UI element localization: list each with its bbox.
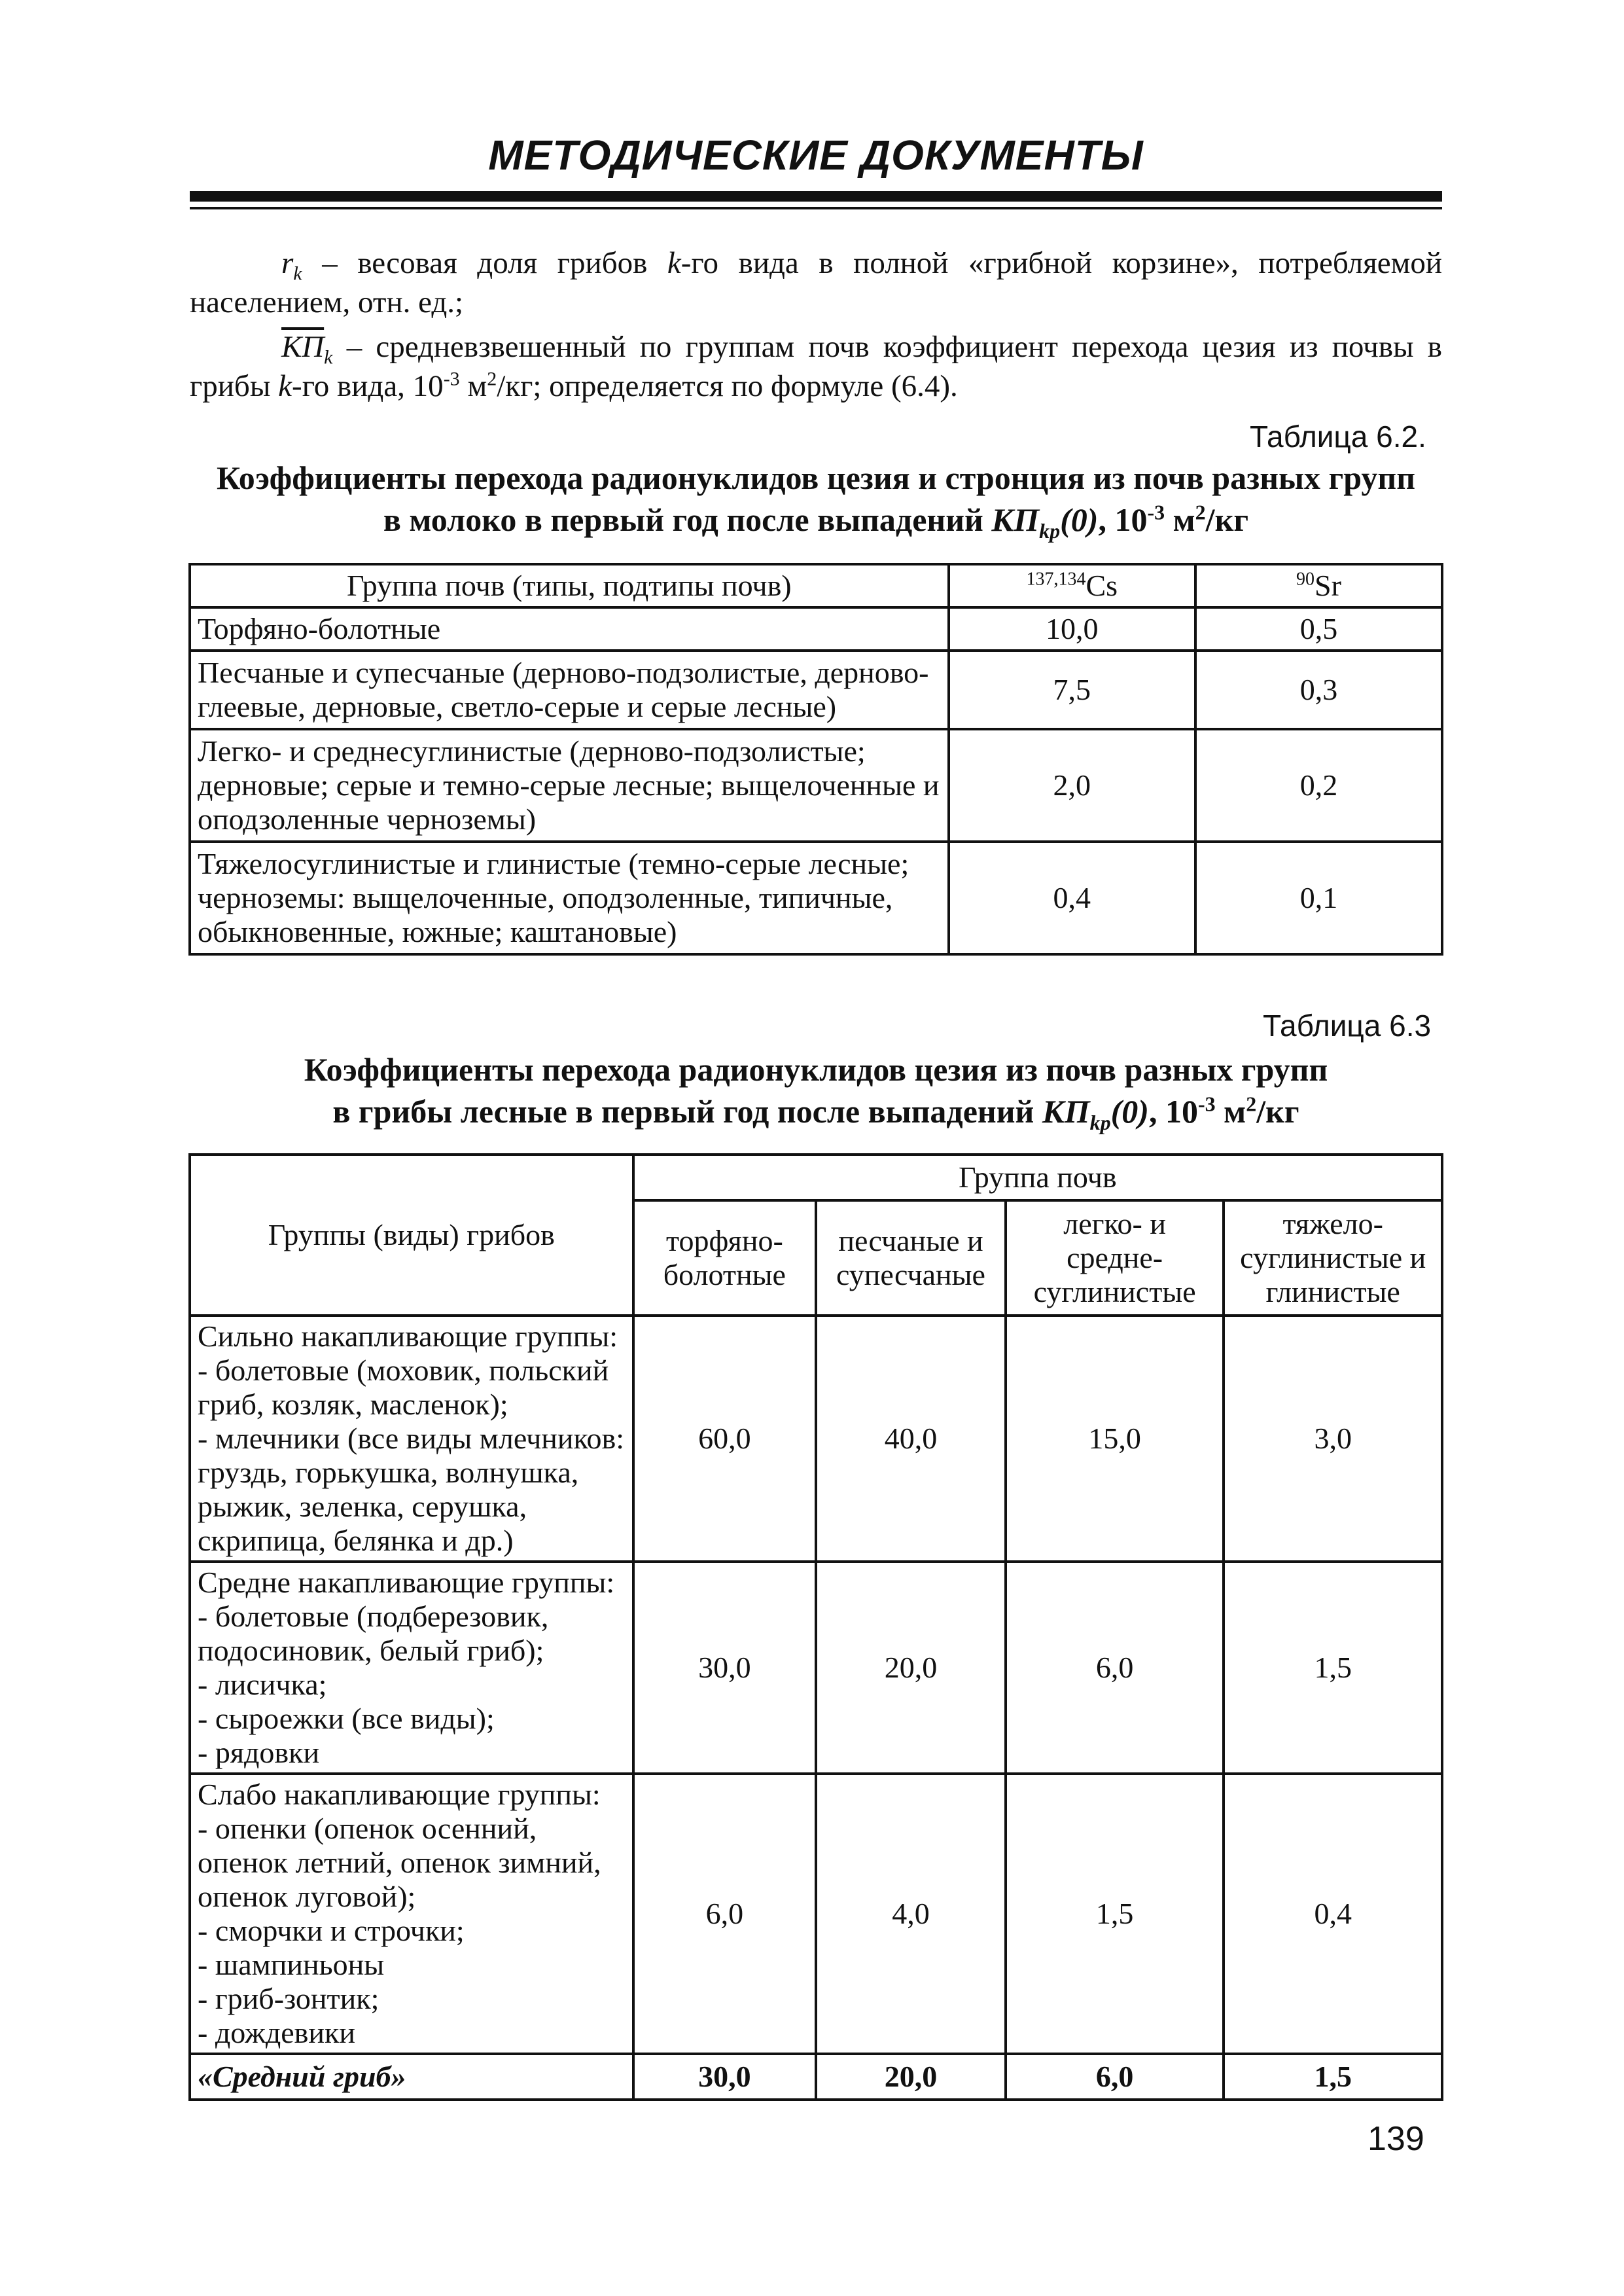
- mushroom-group-line: - болетовые (подберезовик, подосиновик, белый гриб);: [198, 1600, 549, 1667]
- table-6-3-row-strong: [190, 1316, 1442, 1562]
- table-6-3-title-line2-text: в грибы лесные в первый год после выпадений: [332, 1093, 1042, 1130]
- table-6-2-title-unit-c: /кг: [1205, 501, 1249, 538]
- definition-r-k: [190, 243, 1442, 322]
- table-6-3-title-line1: Коэффициенты перехода радионуклидов цезия из почв разных групп: [304, 1051, 1328, 1088]
- definition-kp-exp: -3: [443, 368, 460, 390]
- table-6-2-title: [190, 457, 1442, 541]
- mushroom-group-line: Слабо накапливающие группы:: [198, 1778, 601, 1811]
- cs-value-cell: 7,5: [949, 651, 1195, 729]
- table-6-3-title-unit-a: , 10: [1148, 1093, 1198, 1130]
- table-6-2-title-line2: [190, 499, 1442, 541]
- table-6-3-header-soil-group: Группа почв: [633, 1155, 1442, 1200]
- mushroom-group-line: - гриб-зонтик;: [198, 1982, 380, 2015]
- table-6-3-title-subscript: kp: [1089, 1111, 1111, 1134]
- mushroom-group-line: Средне накапливающие группы:: [198, 1566, 615, 1599]
- definition-kp-text-a: – средневзвешенный по группам почв коэффициент перехода цезия из почвы в грибы: [190, 330, 1442, 403]
- value-peat-cell: 6,0: [633, 1774, 817, 2054]
- table-6-3-header-loamy: легко- и средне-суглинистые: [1006, 1200, 1224, 1316]
- table-6-3-header-row-1: [190, 1155, 1442, 1200]
- table-6-2-title-unit-a: , 10: [1098, 501, 1148, 538]
- table-6-3-title: [190, 1049, 1442, 1132]
- table-6-2-title-subscript: kp: [1039, 519, 1061, 543]
- table-6-3-title-line2: [190, 1090, 1442, 1132]
- definition-r-text-b: -го вида в полной «грибной корзине», потребляемой населением, отн. ед.;: [190, 246, 1442, 319]
- table-6-2-header-group: Группа почв (типы, подтипы почв): [190, 564, 949, 607]
- total-clay-cell: 1,5: [1224, 2054, 1442, 2100]
- table-6-3-title-exp: -3: [1197, 1092, 1216, 1116]
- mushroom-group-cell: [190, 1774, 633, 2054]
- table-6-3-title-arg: (0): [1110, 1093, 1149, 1130]
- table-6-3-row-weak: [190, 1774, 1442, 2054]
- value-loamy-cell: 1,5: [1006, 1774, 1224, 2054]
- table-6-3-title-unit-c: /кг: [1256, 1093, 1299, 1130]
- mushroom-group-line: - болетовые (моховик, польский гриб, козляк, масленок);: [198, 1354, 609, 1421]
- definition-kp-k: [190, 327, 1442, 406]
- table-6-3: [188, 1153, 1443, 2101]
- symbol-kp: КП: [281, 330, 325, 364]
- table-6-2-title-line1: Коэффициенты перехода радионуклидов цезия и стронция из почв разных групп: [216, 459, 1416, 496]
- symbol-r-subscript: k: [293, 262, 302, 285]
- table-6-2-title-exp: -3: [1147, 500, 1165, 524]
- mushroom-group-line: - сыроежки (все виды);: [198, 1702, 495, 1735]
- sr-value-cell: 0,1: [1195, 842, 1442, 954]
- cs-value-cell: 2,0: [949, 729, 1195, 842]
- mushroom-group-cell: [190, 1316, 633, 1562]
- mushroom-group-line: - лисичка;: [198, 1668, 327, 1701]
- table-6-2-row: [190, 729, 1442, 842]
- sr-value-cell: 0,3: [1195, 651, 1442, 729]
- mushroom-group-line: - шампиньоны: [198, 1948, 385, 1981]
- table-6-2-header-sr: [1195, 564, 1442, 607]
- sr-value-cell: 0,5: [1195, 607, 1442, 651]
- table-6-3-title-exp2: 2: [1246, 1092, 1257, 1116]
- header-rule-thick: [190, 191, 1442, 202]
- sr-value-cell: 0,2: [1195, 729, 1442, 842]
- table-6-2-title-line2-text: в молоко в первый год после выпадений: [383, 501, 992, 538]
- value-clay-cell: 0,4: [1224, 1774, 1442, 2054]
- value-peat-cell: 30,0: [633, 1562, 817, 1774]
- total-sandy-cell: 20,0: [816, 2054, 1006, 2100]
- mushroom-group-line: - млечники (все виды млечников: груздь, горькушка, волнушка, рыжик, зеленка, серушка, скрипица, белянка и др.): [198, 1422, 625, 1557]
- definition-kp-text-b: -го вида, 10: [292, 369, 444, 403]
- page-number: 139: [1368, 2120, 1424, 2158]
- value-sandy-cell: 20,0: [816, 1562, 1006, 1774]
- mushroom-group-line: - опенки (опенок осенний, опенок летний, опенок зимний, опенок луговой);: [198, 1812, 601, 1913]
- value-clay-cell: 1,5: [1224, 1562, 1442, 1774]
- soil-group-cell: Торфяно-болотные: [190, 607, 949, 651]
- table-6-2: [188, 563, 1443, 956]
- mushroom-group-line: Сильно накапливающие группы:: [198, 1319, 618, 1353]
- running-header-title: МЕТОДИЧЕСКИЕ ДОКУМЕНТЫ: [488, 132, 1144, 179]
- cs-value-cell: 0,4: [949, 842, 1195, 954]
- value-loamy-cell: 15,0: [1006, 1316, 1224, 1562]
- soil-group-cell: Тяжелосуглинистые и глинистые (темно-серые лесные; черноземы: выщелоченные, оподзоленные, типичные, обыкновенные, южные; каштановые): [190, 842, 949, 954]
- total-peat-cell: 30,0: [633, 2054, 817, 2100]
- table-6-2-row: [190, 842, 1442, 954]
- value-peat-cell: 60,0: [633, 1316, 817, 1562]
- table-6-2-header-cs: [949, 564, 1195, 607]
- sr-isotope-sup: 90: [1296, 569, 1315, 590]
- mushroom-group-line: - дождевики: [198, 2016, 355, 2049]
- total-loamy-cell: 6,0: [1006, 2054, 1224, 2100]
- value-loamy-cell: 6,0: [1006, 1562, 1224, 1774]
- table-6-2-number: Таблица 6.2.: [1250, 420, 1426, 454]
- table-6-2-row: [190, 651, 1442, 729]
- table-6-2-title-arg: (0): [1060, 501, 1099, 538]
- mushroom-group-line: - сморчки и строчки;: [198, 1914, 465, 1947]
- table-6-2-title-exp2: 2: [1195, 500, 1206, 524]
- soil-group-cell: Легко- и среднесуглинистые (дерново-подзолистые; дерновые; серые и темно-серые лесные; выщелоченные и оподзоленные черноземы): [190, 729, 949, 842]
- table-6-3-header-mushrooms: Группы (виды) грибов: [190, 1155, 633, 1316]
- definition-kp-k: k: [278, 369, 292, 403]
- table-6-3-number: Таблица 6.3: [1263, 1009, 1432, 1043]
- cs-isotope-sup: 137,134: [1026, 569, 1086, 590]
- soil-group-cell: Песчаные и супесчаные (дерново-подзолистые, дерново-глеевые, дерновые, светло-серые и серые лесные): [190, 651, 949, 729]
- definition-kp-text-c: м: [459, 369, 487, 403]
- header-rule-thin: [190, 207, 1442, 209]
- definition-kp-text-d: /кг; определяется по формуле (6.4).: [497, 369, 958, 403]
- table-6-2-header-row: [190, 564, 1442, 607]
- table-6-3-title-unit-b: м: [1215, 1093, 1246, 1130]
- average-mushroom-label: «Средний гриб»: [190, 2054, 633, 2100]
- table-6-3-title-symbol: КП: [1042, 1093, 1090, 1130]
- definition-kp-exp2: 2: [487, 368, 497, 390]
- sr-symbol: Sr: [1314, 569, 1341, 602]
- table-6-3-header-peat: торфяно-болотные: [633, 1200, 817, 1316]
- table-6-2-title-unit-b: м: [1165, 501, 1195, 538]
- table-6-3-header-sandy: песчаные и супесчаные: [816, 1200, 1006, 1316]
- definition-r-k: k: [667, 246, 681, 280]
- value-sandy-cell: 4,0: [816, 1774, 1006, 2054]
- cs-value-cell: 10,0: [949, 607, 1195, 651]
- table-6-3-header-clay: тяжело-суглинистые и глинистые: [1224, 1200, 1442, 1316]
- value-sandy-cell: 40,0: [816, 1316, 1006, 1562]
- mushroom-group-cell: [190, 1562, 633, 1774]
- table-6-3-row-medium: [190, 1562, 1442, 1774]
- cs-symbol: Cs: [1086, 569, 1118, 602]
- table-6-2-row: [190, 607, 1442, 651]
- table-6-2-title-symbol: КП: [991, 501, 1040, 538]
- mushroom-group-line: - рядовки: [198, 1736, 320, 1769]
- value-clay-cell: 3,0: [1224, 1316, 1442, 1562]
- symbol-kp-subscript: k: [324, 346, 333, 368]
- table-6-3-total-row: [190, 2054, 1442, 2100]
- symbol-r: r: [281, 246, 294, 280]
- definition-r-text-a: – весовая доля грибов: [302, 246, 667, 280]
